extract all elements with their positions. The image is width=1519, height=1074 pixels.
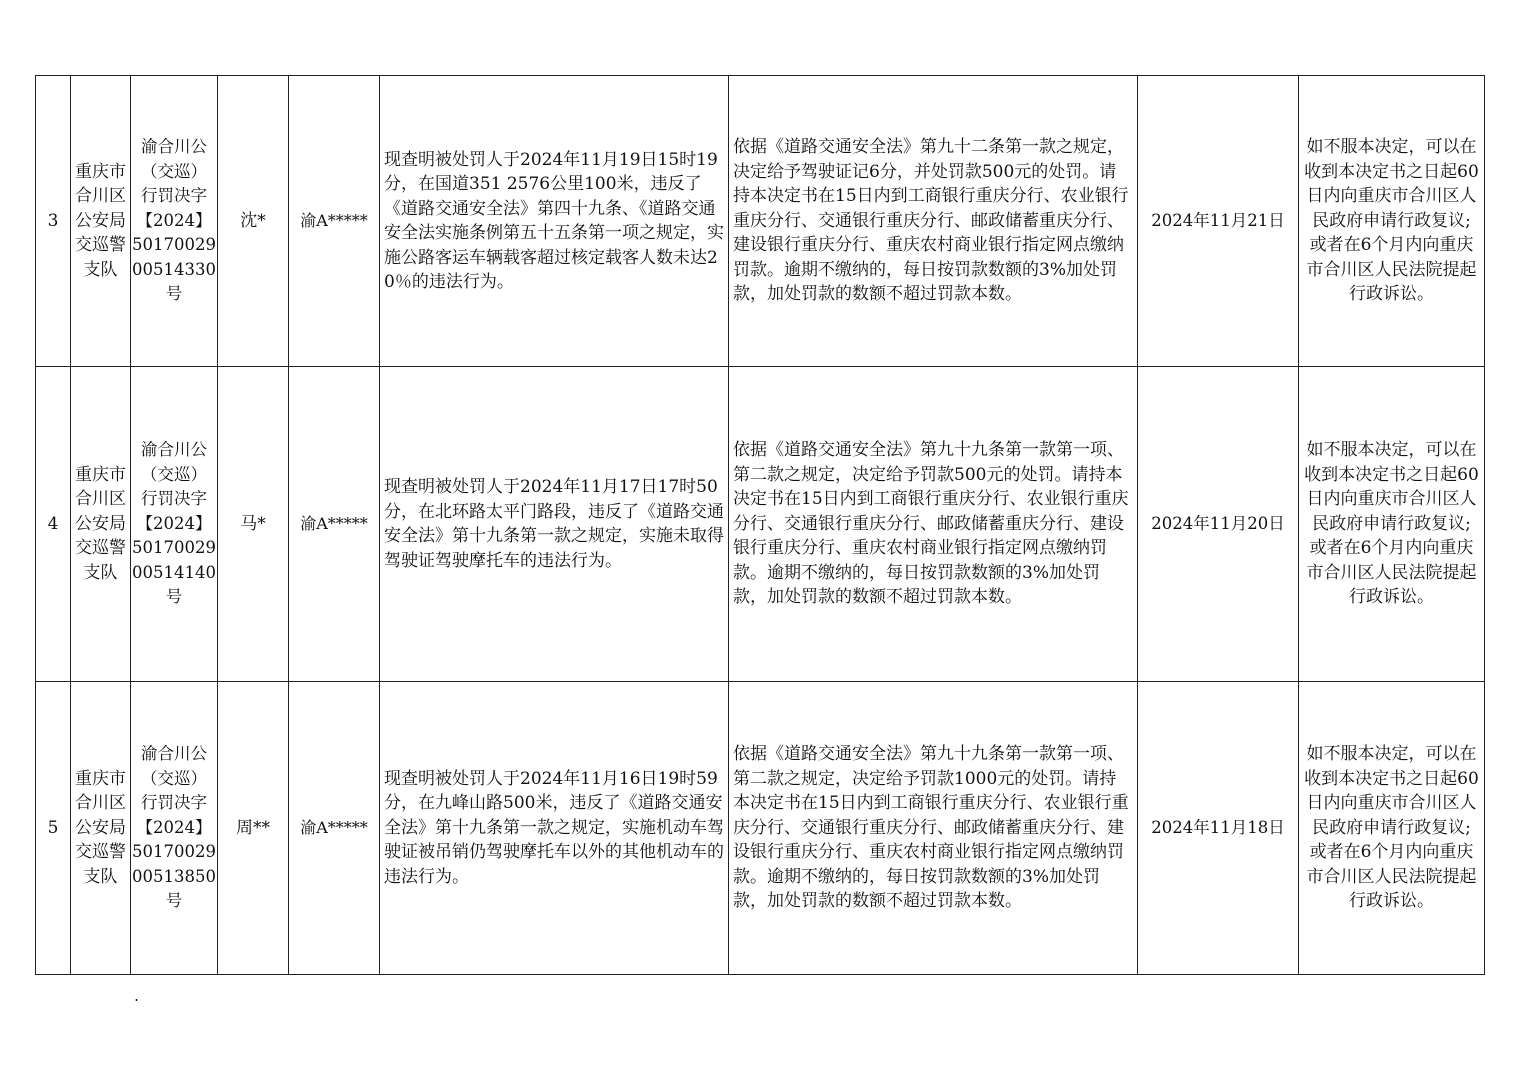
violation-facts: 现查明被处罚人于2024年11月17日17时50分，在北环路太平门路段，违反了《道路交通安全法》第十九条第一款之规定，实施未取得驾驶证驾驶摩托车的违法行为。 — [380, 367, 729, 682]
issuing-authority: 重庆市合川区公安局交巡警支队 — [71, 682, 131, 975]
legal-remedy: 如不服本决定，可以在收到本决定书之日起60日内向重庆市合川区人民政府申请行政复议;或者在6个月内向重庆市合川区人民法院提起行政诉讼。 — [1299, 76, 1485, 367]
penalty-decision-table — [35, 75, 1485, 975]
legal-remedy: 如不服本决定，可以在收到本决定书之日起60日内向重庆市合川区人民政府申请行政复议;或者在6个月内向重庆市合川区人民法院提起行政诉讼。 — [1299, 682, 1485, 975]
table-row — [36, 367, 1485, 682]
issuing-authority: 重庆市合川区公安局交巡警支队 — [71, 367, 131, 682]
decision-number: 渝合川公 （交巡） 行罚决字 【2024】 50170029 00514330 号 — [131, 76, 218, 367]
penalty-basis: 依据《道路交通安全法》第九十九条第一款第一项、第二款之规定，决定给予罚款500元的处罚。请持本决定书在15日内到工商银行重庆分行、农业银行重庆分行、交通银行重庆分行、邮政储蓄重庆分行、建设银行重庆分行、重庆农村商业银行指定网点缴纳罚款。逾期不缴纳的，每日按罚款数额的3%加处罚款，加处罚款的数额不超过罚款本数。 — [729, 367, 1138, 682]
license-plate: 渝A***** — [289, 367, 380, 682]
decision-date: 2024年11月18日 — [1138, 682, 1299, 975]
footer-mark: . — [134, 986, 140, 1005]
penalty-basis: 依据《道路交通安全法》第九十二条第一款之规定，决定给予驾驶证记6分，并处罚款500元的处罚。请持本决定书在15日内到工商银行重庆分行、农业银行重庆分行、交通银行重庆分行、邮政储蓄重庆分行、建设银行重庆分行、重庆农村商业银行指定网点缴纳罚款。逾期不缴纳的，每日按罚款数额的3%加处罚款，加处罚款的数额不超过罚款本数。 — [729, 76, 1138, 367]
row-number: 5 — [36, 682, 71, 975]
decision-number: 渝合川公 （交巡） 行罚决字 【2024】 50170029 00514140 号 — [131, 367, 218, 682]
legal-remedy: 如不服本决定，可以在收到本决定书之日起60日内向重庆市合川区人民政府申请行政复议;或者在6个月内向重庆市合川区人民法院提起行政诉讼。 — [1299, 367, 1485, 682]
offender-name: 马* — [218, 367, 289, 682]
row-number: 3 — [36, 76, 71, 367]
license-plate: 渝A***** — [289, 682, 380, 975]
penalty-basis: 依据《道路交通安全法》第九十九条第一款第一项、第二款之规定，决定给予罚款1000元的处罚。请持本决定书在15日内到工商银行重庆分行、农业银行重庆分行、交通银行重庆分行、邮政储蓄重庆分行、建设银行重庆分行、重庆农村商业银行指定网点缴纳罚款。逾期不缴纳的，每日按罚款数额的3%加处罚款，加处罚款的数额不超过罚款本数。 — [729, 682, 1138, 975]
row-number: 4 — [36, 367, 71, 682]
decision-number: 渝合川公 （交巡） 行罚决字 【2024】 50170029 00513850 号 — [131, 682, 218, 975]
decision-date: 2024年11月20日 — [1138, 367, 1299, 682]
violation-facts: 现查明被处罚人于2024年11月16日19时59分，在九峰山路500米，违反了《道路交通安全法》第十九条第一款之规定，实施机动车驾驶证被吊销仍驾驶摩托车以外的其他机动车的违法行为。 — [380, 682, 729, 975]
violation-facts: 现查明被处罚人于2024年11月19日15时19分，在国道351 2576公里100米，违反了《道路交通安全法》第四十九条、《道路交通安全法实施条例第五十五条第一项之规定，实施公路客运车辆载客超过核定载客人数未达20％的违法行为。 — [380, 76, 729, 367]
license-plate: 渝A***** — [289, 76, 380, 367]
decision-date: 2024年11月21日 — [1138, 76, 1299, 367]
table-row — [36, 76, 1485, 367]
offender-name: 周** — [218, 682, 289, 975]
issuing-authority: 重庆市合川区公安局交巡警支队 — [71, 76, 131, 367]
table-row — [36, 682, 1485, 975]
offender-name: 沈* — [218, 76, 289, 367]
